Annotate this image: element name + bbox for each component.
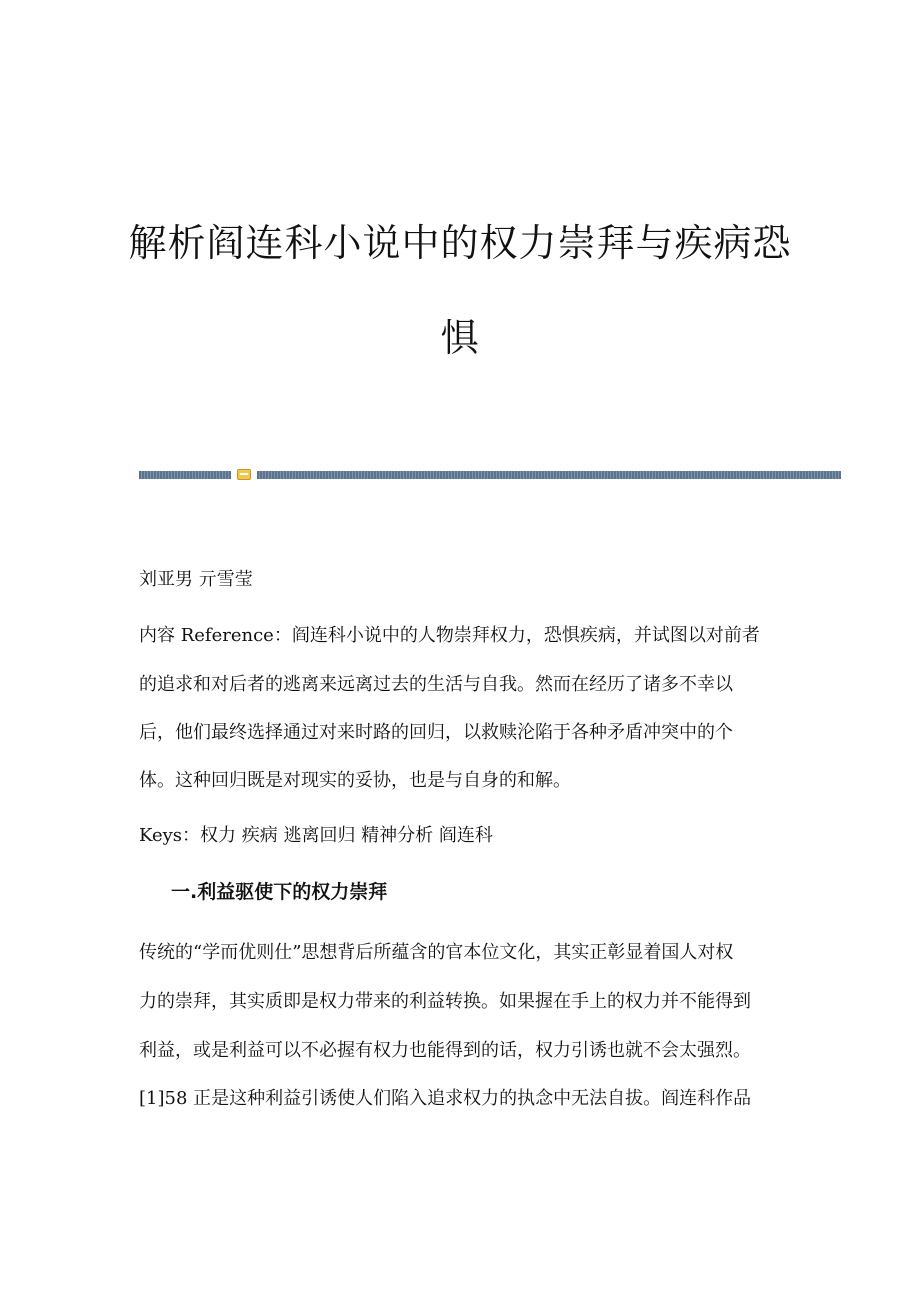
body-line: 传统的“学而优则仕”思想背后所蕴含的官本位文化，其实正彰显着国人对权	[139, 942, 734, 963]
section-heading: 一.利益驱使下的权力崇拜	[171, 881, 388, 903]
keywords: Keys：权力 疾病 逃离回归 精神分析 阎连科	[139, 825, 493, 846]
title-line-2: 惧	[440, 316, 480, 360]
body-line: [1]58 正是这种利益引诱使人们陷入追求权力的执念中无法自拔。阎连科作品	[139, 1088, 752, 1109]
title-divider	[139, 471, 841, 481]
body-line: 利益，或是利益可以不必握有权力也能得到的话，权力引诱也就不会太强烈。	[139, 1040, 751, 1061]
abstract-line: 的追求和对后者的逃离来远离过去的生活与自我。然而在经历了诸多不幸以	[139, 674, 733, 695]
abstract-line: 后，他们最终选择通过对来时路的回归，以救赎沦陷于各种矛盾冲突中的个	[139, 722, 733, 743]
title-line-1: 解析阎连科小说中的权力崇拜与疾病恐	[128, 221, 792, 265]
abstract-line: 体。这种回归既是对现实的妥协，也是与自身的和解。	[139, 770, 571, 791]
divider-bar-left	[139, 471, 231, 479]
body-line: 力的崇拜，其实质即是权力带来的利益转换。如果握在手上的权力并不能得到	[139, 991, 751, 1012]
authors: 刘亚男 亓雪莹	[139, 569, 253, 590]
abstract-line: 内容 Reference：阎连科小说中的人物崇拜权力，恐惧疾病，并试图以对前者	[139, 625, 760, 646]
envelope-icon	[237, 469, 251, 480]
divider-bar-right	[257, 471, 841, 479]
